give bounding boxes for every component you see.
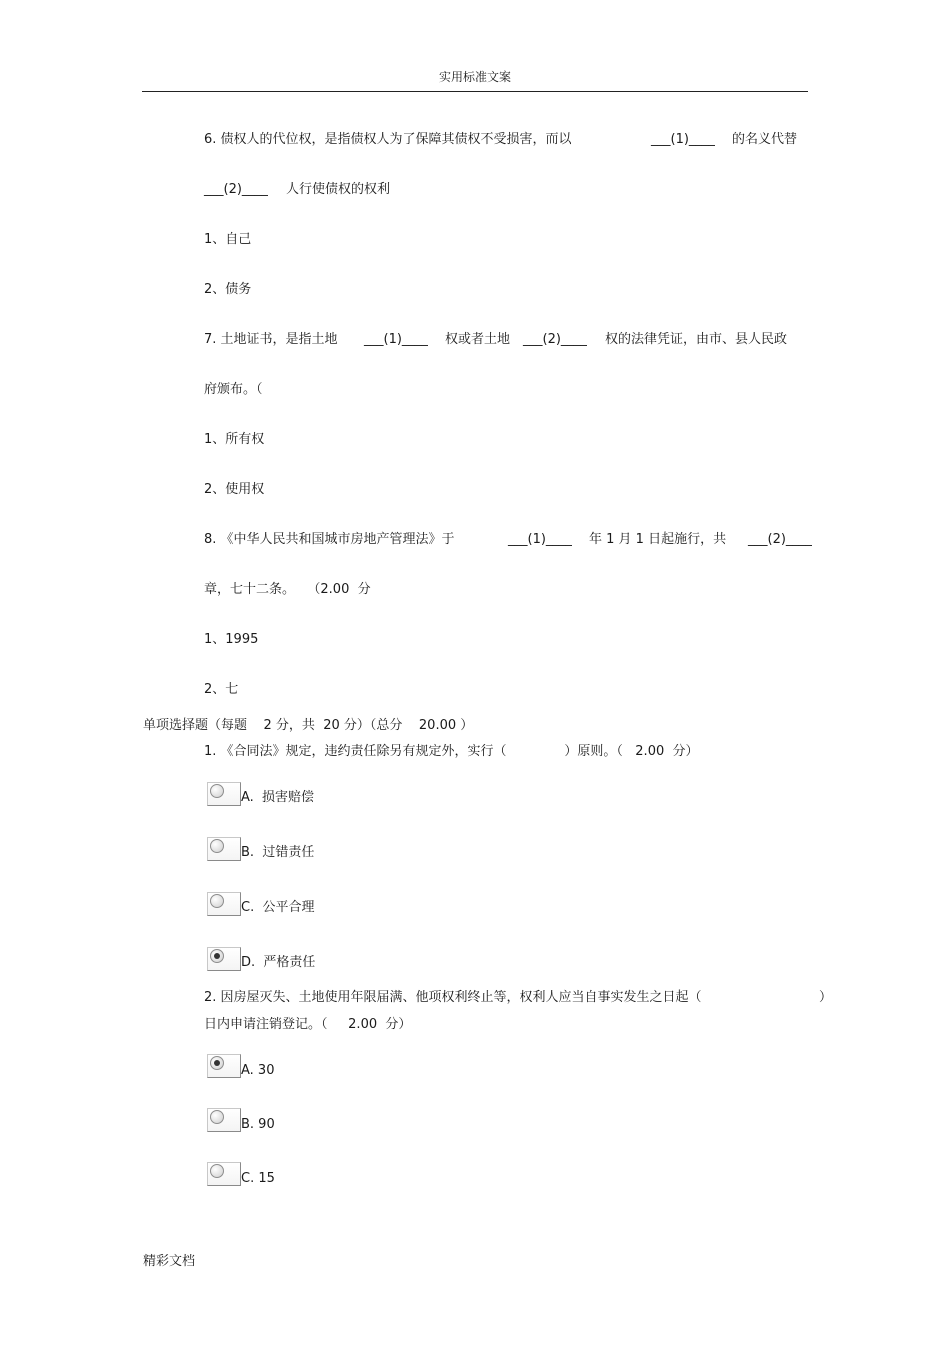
radio-checked-icon [210, 949, 224, 963]
radio-checked-icon [210, 1056, 224, 1070]
q7-answer-2: 2、使用权 [204, 482, 265, 497]
q6-blank1: ___(1)____ [651, 132, 715, 147]
choice-q2-text-line2: 日内申请注销登记。（ 2.00 分） [204, 1017, 412, 1032]
q7-line1-c: 权的法律凭证，由市、县人民政 [605, 332, 788, 347]
option-c-label: C. 公平合理 [241, 900, 315, 915]
option-c-radio[interactable] [207, 1162, 241, 1186]
option-d-label: D. 严格责任 [241, 955, 316, 970]
q7-line2: 府颁布。（ [204, 382, 263, 397]
option-d-radio[interactable] [207, 947, 241, 971]
option-a-label: A. 30 [241, 1063, 275, 1078]
q7-line1-b: 权或者土地 [445, 332, 511, 347]
q8-answer-1: 1、1995 [204, 632, 259, 647]
option-b-radio[interactable] [207, 1108, 241, 1132]
option-b-label: B. 过错责任 [241, 845, 315, 860]
q8-blank1: ___(1)____ [508, 532, 572, 547]
q8-answer-2: 2、七 [204, 682, 239, 697]
header-divider [142, 91, 808, 92]
radio-unchecked-icon [210, 1110, 224, 1124]
q7-blank1: ___(1)____ [364, 332, 428, 347]
q8-line1-a: 8. 《中华人民共和国城市房地产管理法》于 [204, 532, 455, 547]
q8-blank2: ___(2)____ [748, 532, 812, 547]
q6-line2: 人行使债权的权利 [286, 182, 391, 197]
choice-q2-text: 2. 因房屋灭失、土地使用年限届满、他项权利终止等，权利人应当自事实发生之日起（ [204, 990, 702, 1005]
option-c-radio[interactable] [207, 892, 241, 916]
q7-answer-1: 1、所有权 [204, 432, 265, 447]
radio-unchecked-icon [210, 1164, 224, 1178]
choice-q2-text-close: ） [819, 990, 833, 1005]
radio-unchecked-icon [210, 839, 224, 853]
q6-line1: 6. 债权人的代位权，是指债权人为了保障其债权不受损害，而以 [204, 132, 572, 147]
q6-answer-1: 1、自己 [204, 232, 252, 247]
q6-blank2: ___(2)____ [204, 182, 268, 197]
page-header-title: 实用标准文案 [438, 70, 511, 84]
q6-line1-end: 的名义代替 [732, 132, 798, 147]
option-a-label: A. 损害赔偿 [241, 790, 315, 805]
q8-line1-b: 年 1 月 1 日起施行，共 [589, 532, 727, 547]
option-b-label: B. 90 [241, 1117, 275, 1132]
section-header: 单项选择题（每题 2 分，共 20 分）（总分 20.00 ） [143, 718, 474, 733]
option-a-radio[interactable] [207, 782, 241, 806]
q8-line2: 章，七十二条。 （2.00 分 [204, 582, 371, 597]
option-a-radio[interactable] [207, 1054, 241, 1078]
radio-unchecked-icon [210, 894, 224, 908]
q7-line1-a: 7. 土地证书，是指土地 [204, 332, 338, 347]
option-b-radio[interactable] [207, 837, 241, 861]
q6-answer-2: 2、债务 [204, 282, 252, 297]
q7-blank2: ___(2)____ [523, 332, 587, 347]
page-footer: 精彩文档 [143, 1254, 196, 1269]
choice-q1-text: 1. 《合同法》规定，违约责任除另有规定外，实行（ ）原则。（ 2.00 分） [204, 744, 699, 759]
option-c-label: C. 15 [241, 1171, 275, 1186]
radio-unchecked-icon [210, 784, 224, 798]
